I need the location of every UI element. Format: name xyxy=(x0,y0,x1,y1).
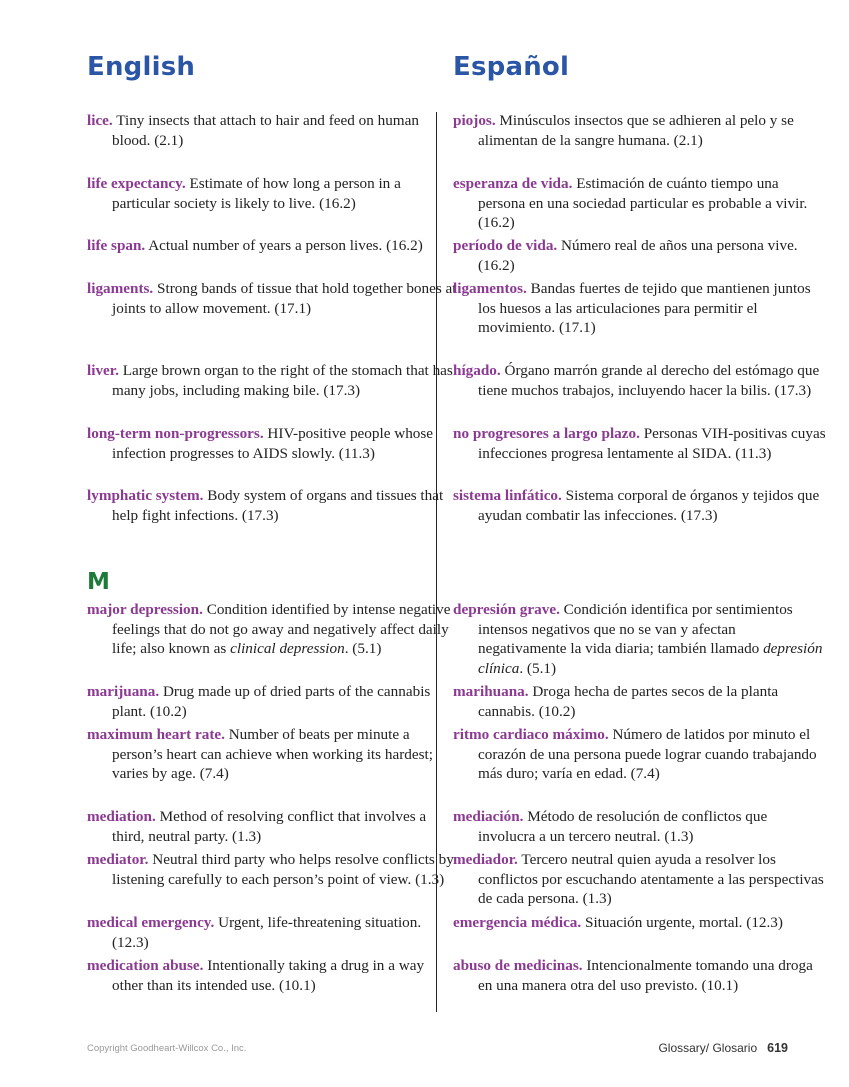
glossary-entry xyxy=(87,850,457,889)
glossary-entry xyxy=(87,600,457,659)
glossary-term: long-term non-progressors. xyxy=(87,425,264,442)
glossary-definition: Body system of organs and tissues that help fight infections. (17.3) xyxy=(112,487,444,524)
page-footer xyxy=(658,1041,788,1055)
glossary-definition: Estimate of how long a person in a particular society is likely to live. (16.2) xyxy=(112,175,401,212)
glossary-definition: Número de latidos por minuto el corazón de una persona puede lograr cuando trabajando más duro; varía en edad. (7.4) xyxy=(478,726,817,783)
glossary-definition: Urgent, life-threatening situation. (12.3) xyxy=(112,914,422,951)
glossary-term: lymphatic system. xyxy=(87,487,204,504)
glossary-definition: Neutral third party who helps resolve conflicts by listening carefully to each person’s point of view. (1.3) xyxy=(112,851,454,888)
glossary-entry xyxy=(87,913,457,952)
glossary-definition: Actual number of years a person lives. (16.2) xyxy=(148,237,423,254)
glossary-definition: Intentionally taking a drug in a way other than its intended use. (10.1) xyxy=(112,957,425,994)
glossary-entry xyxy=(87,424,457,463)
glossary-entry xyxy=(87,111,457,150)
glossary-entry xyxy=(453,913,828,933)
glossary-entry xyxy=(87,361,457,400)
glossary-entry xyxy=(453,236,828,275)
glossary-term: período de vida. xyxy=(453,237,558,254)
glossary-entry xyxy=(453,361,828,400)
glossary-definition: Large brown organ to the right of the stomach that has many jobs, including making bile. (17.3) xyxy=(112,362,453,399)
glossary-entry xyxy=(453,111,828,150)
glossary-entry xyxy=(453,600,828,678)
glossary-reference: . (5.1) xyxy=(344,640,382,658)
glossary-definition: Situación urgente, mortal. (12.3) xyxy=(585,914,783,931)
glossary-term: esperanza de vida. xyxy=(453,175,573,192)
glossary-term: medication abuse. xyxy=(87,957,204,974)
glossary-entry xyxy=(453,956,828,995)
glossary-term: ligaments. xyxy=(87,280,154,297)
glossary-definition: Personas VIH-positivas cuyas infecciones progresa lentamente al SIDA. (11.3) xyxy=(478,425,826,462)
glossary-term: maximum heart rate. xyxy=(87,726,225,743)
glossary-term: mediator. xyxy=(87,851,149,868)
glossary-entry xyxy=(87,725,457,784)
glossary-entry xyxy=(453,850,828,909)
glossary-term: marijuana. xyxy=(87,683,160,700)
glossary-definition: Método de resolución de conflictos que involucra a un tercero neutral. (1.3) xyxy=(478,808,768,845)
english-heading: English xyxy=(87,52,196,82)
glossary-entry xyxy=(453,682,828,721)
glossary-entry xyxy=(87,956,457,995)
glossary-definition: Minúsculos insectos que se adhieren al pelo y se alimentan de la sangre humana. (2.1) xyxy=(478,112,794,149)
glossary-definition: Número real de años una persona vive. (16.2) xyxy=(478,237,798,274)
glossary-entry xyxy=(87,279,457,318)
glossary-term: ritmo cardiaco máximo. xyxy=(453,726,609,743)
glossary-term: piojos. xyxy=(453,112,496,129)
glossary-entry xyxy=(87,682,457,721)
glossary-synonym: clinical depression xyxy=(230,640,345,658)
glossary-definition: Órgano marrón grande al derecho del estómago que tiene muchos trabajos, incluyendo hacer la bilis. (17.3) xyxy=(478,362,820,399)
spanish-heading: Español xyxy=(453,52,570,82)
glossary-term: liver. xyxy=(87,362,119,379)
glossary-entry xyxy=(453,174,828,233)
glossary-definition: Droga hecha de partes secos de la planta cannabis. (10.2) xyxy=(478,683,779,720)
glossary-definition: Bandas fuertes de tejido que mantienen juntos los huesos a las articulaciones para permitir el movimiento. (17.1) xyxy=(478,280,811,337)
glossary-definition: Strong bands of tissue that hold together bones at joints to allow movement. (17.1) xyxy=(112,280,457,317)
glossary-entry xyxy=(87,807,457,846)
glossary-synonym: depresión clínica xyxy=(478,640,823,677)
glossary-definition: Tiny insects that attach to hair and feed on human blood. (2.1) xyxy=(112,112,419,149)
glossary-entry xyxy=(87,236,457,256)
glossary-term: major depression. xyxy=(87,601,203,618)
glossary-definition: Drug made up of dried parts of the cannabis plant. (10.2) xyxy=(112,683,431,720)
page-number: 619 xyxy=(767,1041,788,1055)
copyright-notice: Copyright Goodheart-Willcox Co., Inc. xyxy=(87,1043,247,1054)
glossary-term: lice. xyxy=(87,112,113,129)
glossary-entry xyxy=(453,279,828,338)
glossary-term: depresión grave. xyxy=(453,601,560,618)
glossary-entry xyxy=(453,486,828,525)
glossary-entry xyxy=(453,807,828,846)
glossary-term: sistema linfático. xyxy=(453,487,562,504)
glossary-entry xyxy=(87,174,457,213)
glossary-term: mediación. xyxy=(453,808,524,825)
glossary-definition: Condition identified by intense negative feelings that do not go away and negatively affect daily life; also known as xyxy=(112,601,451,658)
glossary-definition: Sistema corporal de órganos y tejidos que ayudan combatir las infecciones. (17.3) xyxy=(478,487,820,524)
glossary-reference: . (5.1) xyxy=(519,659,557,677)
glossary-definition: Estimación de cuánto tiempo una persona en una sociedad particular es probable a vivir. (16.2) xyxy=(478,175,808,232)
glossary-entry xyxy=(87,486,457,525)
glossary-term: mediador. xyxy=(453,851,518,868)
glossary-term: hígado. xyxy=(453,362,501,379)
glossary-term: marihuana. xyxy=(453,683,529,700)
glossary-definition: Tercero neutral quien ayuda a resolver los conflictos por escuchando atentamente a las perspectivas de cada persona. (1.3) xyxy=(478,851,824,908)
glossary-term: no progresores a largo plazo. xyxy=(453,425,640,442)
glossary-entry xyxy=(453,725,828,784)
glossary-entry xyxy=(453,424,828,463)
glossary-definition: Number of beats per minute a person’s heart can achieve when working its hardest; varies by age. (7.4) xyxy=(112,726,433,783)
glossary-term: medical emergency. xyxy=(87,914,215,931)
section-letter: M xyxy=(87,569,110,595)
glossary-term: abuso de medicinas. xyxy=(453,957,583,974)
glossary-term: mediation. xyxy=(87,808,156,825)
glossary-term: ligamentos. xyxy=(453,280,527,297)
glossary-definition: Condición identifica por sentimientos intensos negativos que no se van y afectan negativamente la vida diaria; también llamado xyxy=(478,601,793,658)
glossary-term: life span. xyxy=(87,237,146,254)
glossary-definition: Intencionalmente tomando una droga en una manera otra del uso previsto. (10.1) xyxy=(478,957,813,994)
glossary-definition: HIV-positive people whose infection progresses to AIDS slowly. (11.3) xyxy=(112,425,434,462)
section-name: Glossary/ Glosario xyxy=(658,1041,758,1055)
glossary-term: emergencia médica. xyxy=(453,914,582,931)
glossary-term: life expectancy. xyxy=(87,175,186,192)
glossary-definition: Method of resolving conflict that involves a third, neutral party. (1.3) xyxy=(112,808,427,845)
